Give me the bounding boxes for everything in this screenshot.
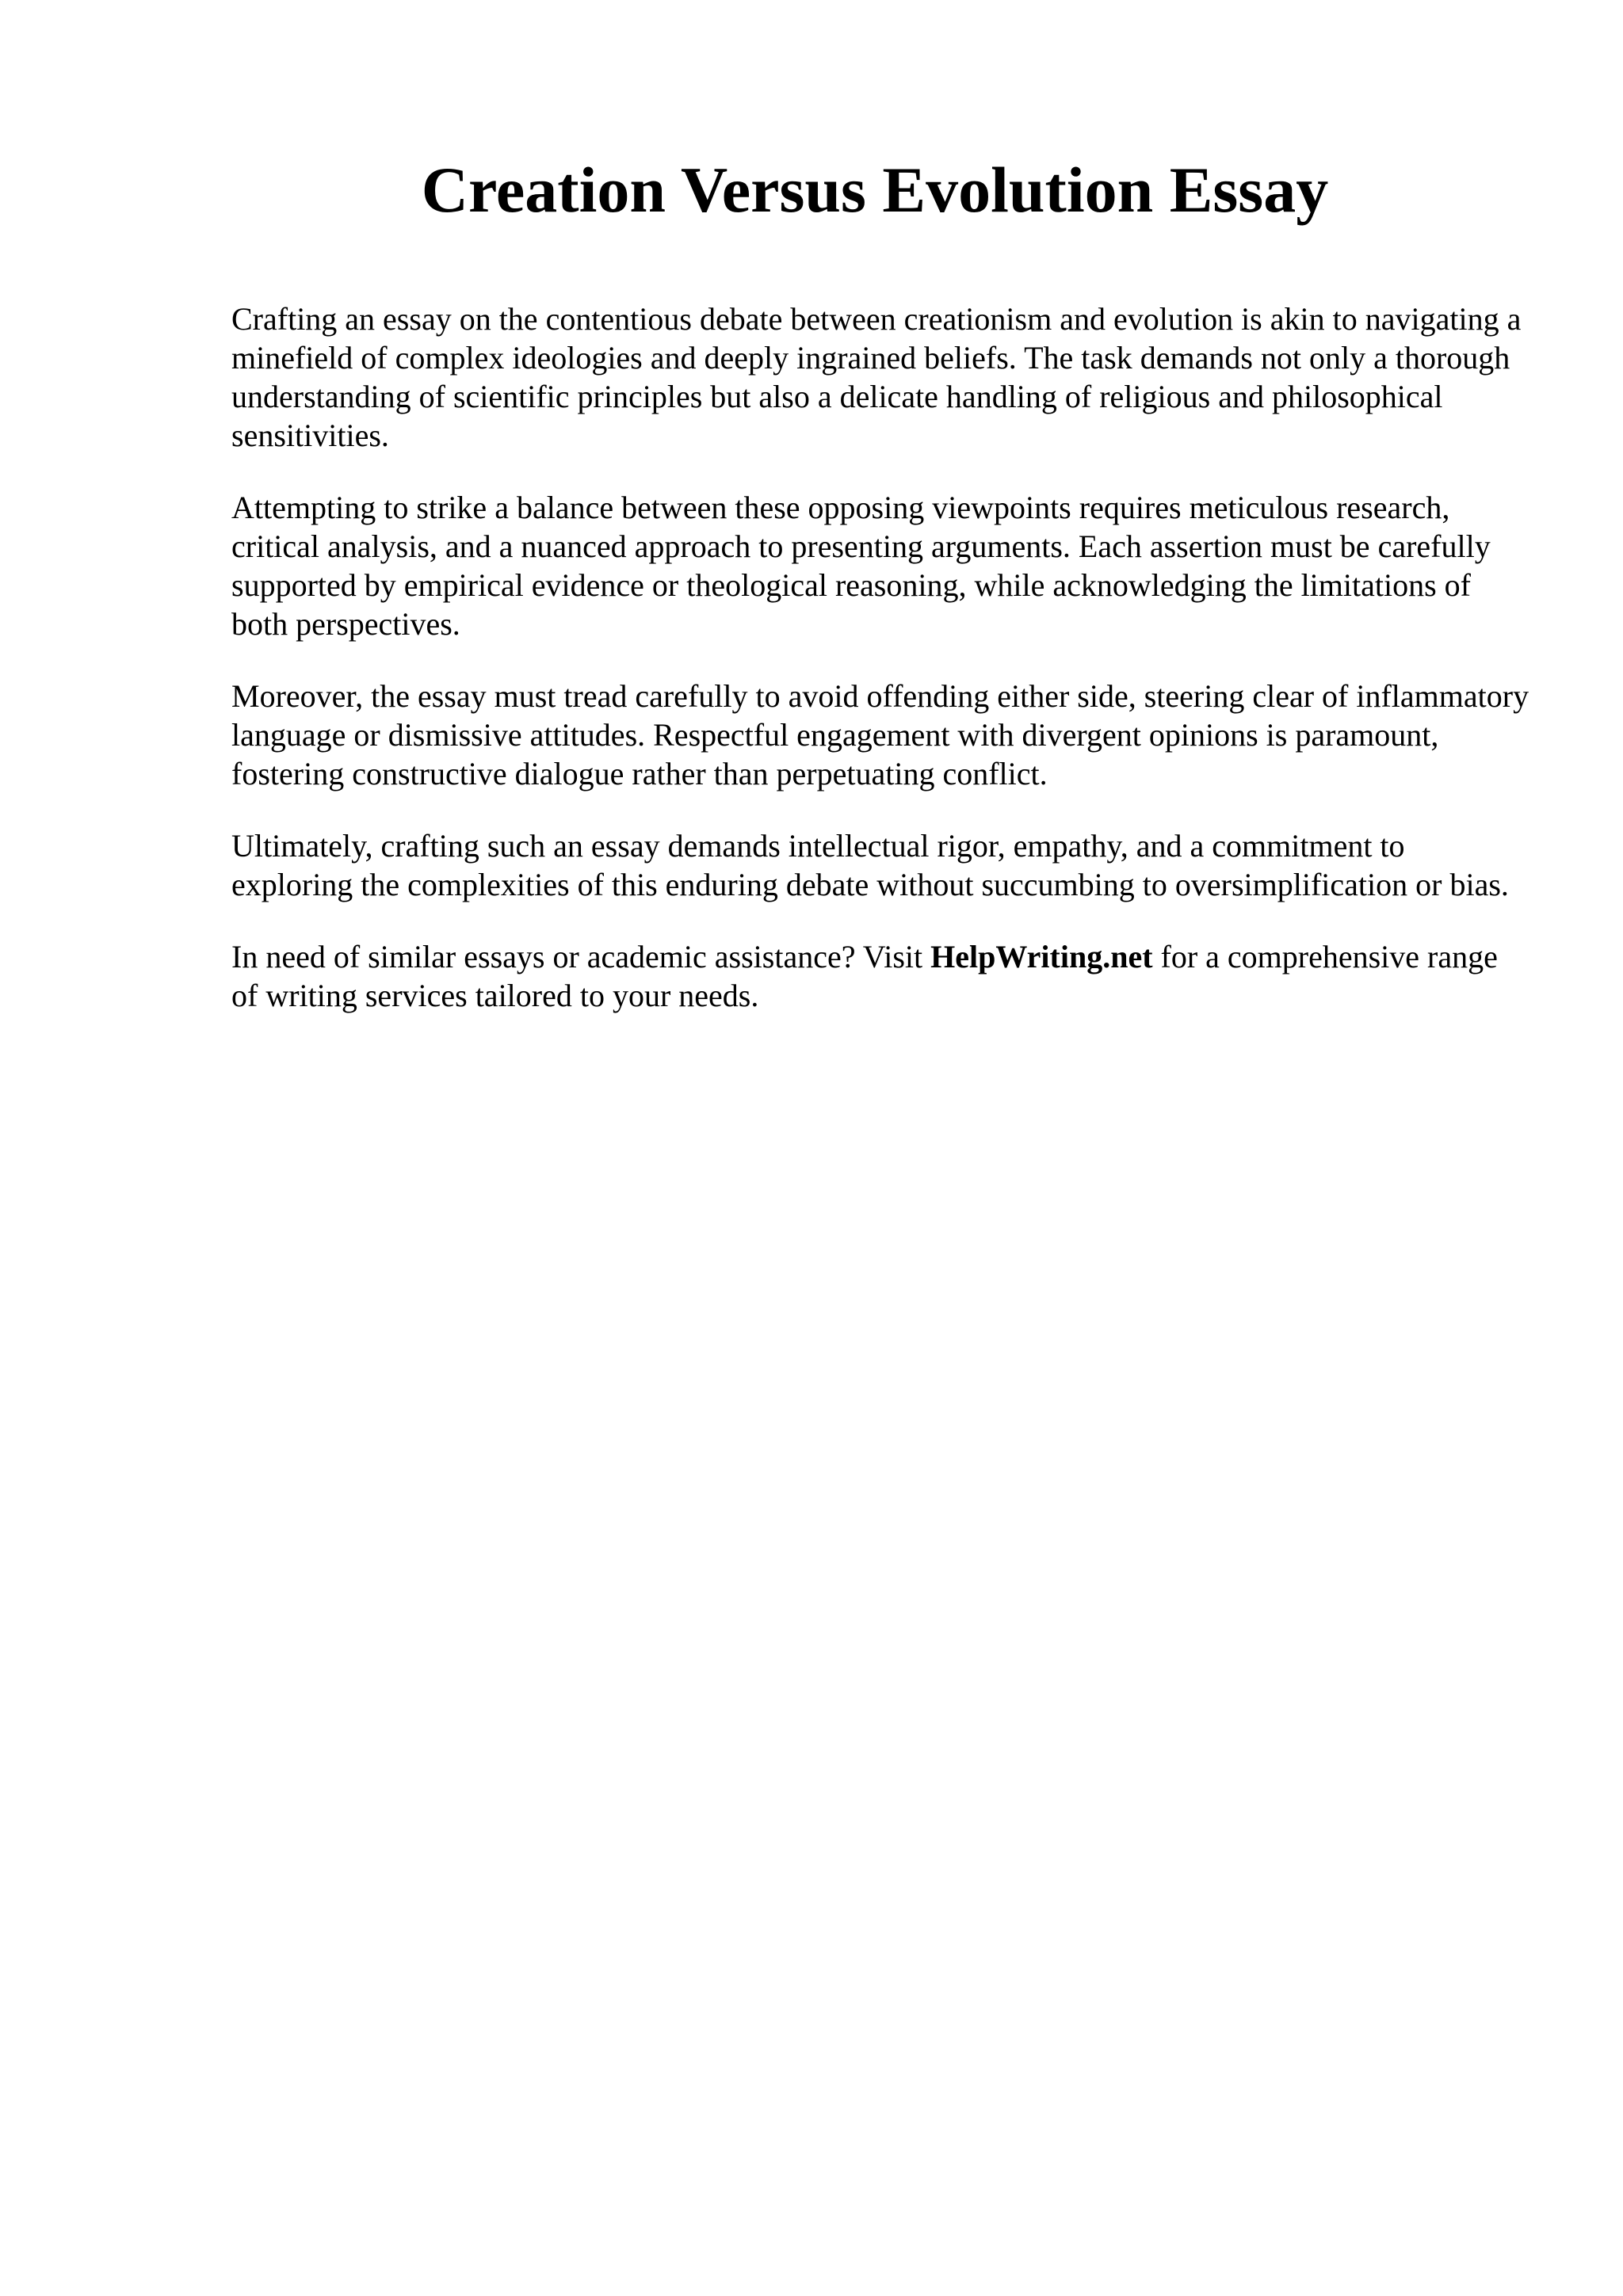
- promo-paragraph: [231, 937, 1531, 1015]
- brand-link[interactable]: HelpWriting.net: [930, 939, 1153, 974]
- paragraph-1: Crafting an essay on the contentious debate between creationism and evolution is akin to navigating a minefield of complex ideologies and deeply ingrained beliefs. The task demands not only a thorough understanding of scientific principles but also a delicate handling of religious and philosophical sensitivities.: [231, 301, 1522, 453]
- paragraph-3: Moreover, the essay must tread carefully to avoid offending either side, steering clear of inflammatory language or dismissive attitudes. Respectful engagement with divergent opinions is paramount, fostering constructive dialogue rather than perpetuating conflict.: [231, 678, 1529, 791]
- promo-text-after: for a comprehensive range of writing services tailored to your needs.: [231, 939, 1498, 1013]
- promo-text-before: In need of similar essays or academic assistance? Visit: [231, 939, 931, 974]
- paragraph-4: Ultimately, crafting such an essay demands intellectual rigor, empathy, and a commitment to exploring the complexities of this enduring debate without succumbing to oversimplification or bias.: [231, 828, 1509, 902]
- document-body: [231, 299, 1531, 1048]
- document-title: Creation Versus Evolution Essay: [421, 154, 1329, 226]
- paragraph-2: Attempting to strike a balance between these opposing viewpoints requires meticulous research, critical analysis, and a nuanced approach to presenting arguments. Each assertion must be carefully supported by empirical evidence or theological reasoning, while acknowledging the limitations of both perspectives.: [231, 490, 1491, 642]
